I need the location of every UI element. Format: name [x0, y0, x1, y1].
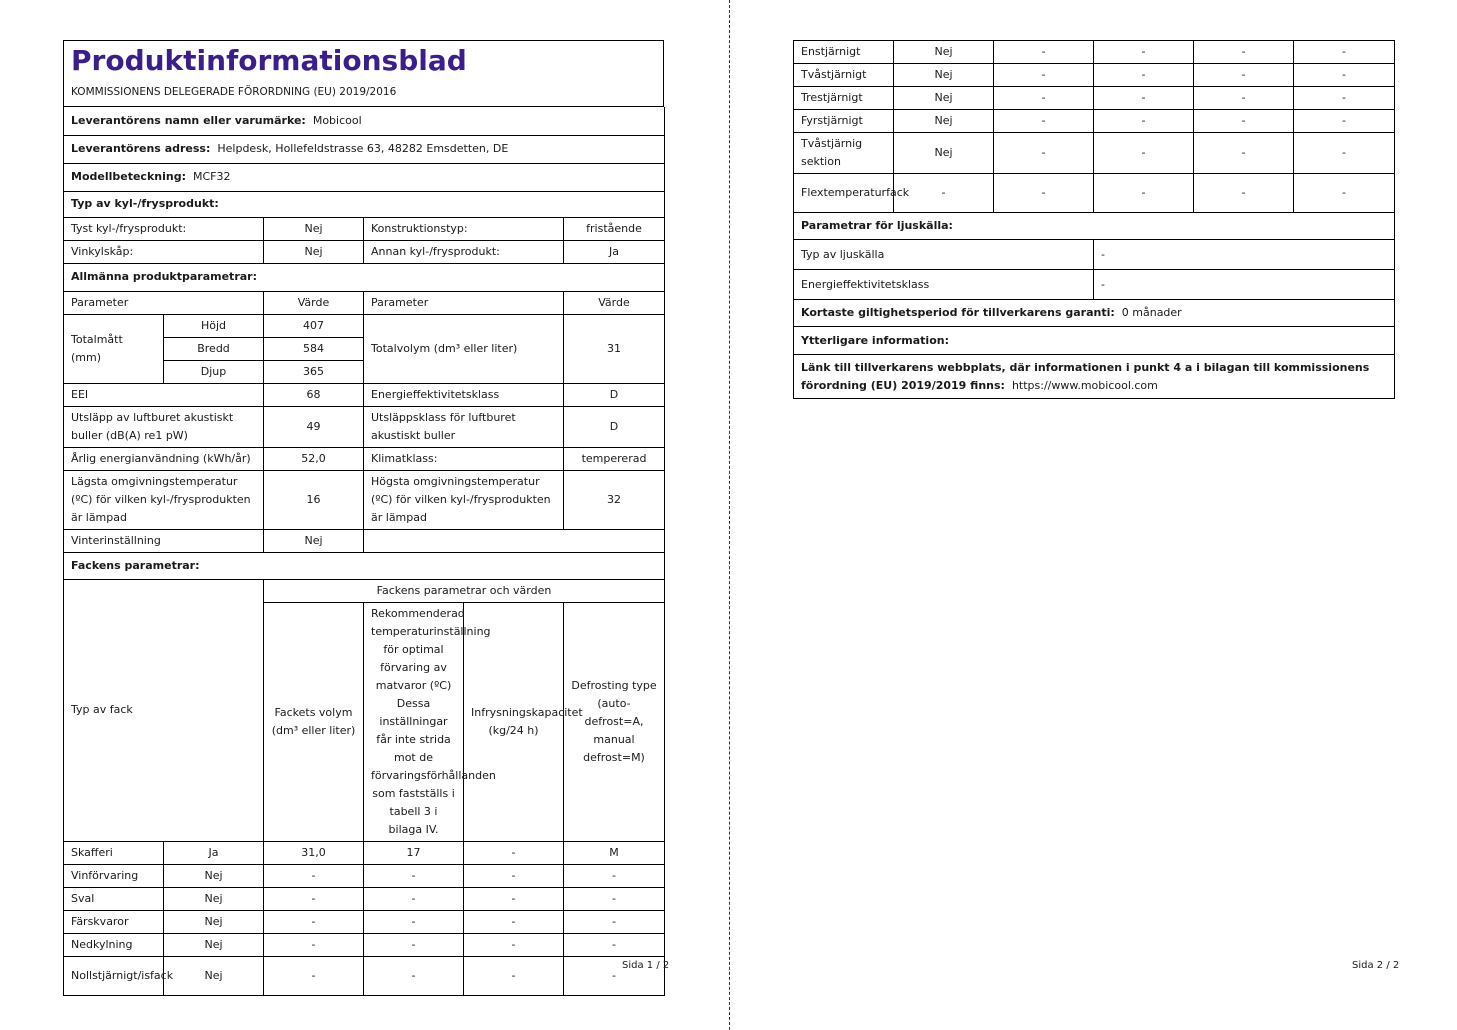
other-value: Ja — [564, 240, 665, 263]
compartment-name: Tvåstjärnigt — [794, 64, 894, 87]
compartment-defrost: - — [564, 933, 665, 956]
compartment-name: Skafferi — [64, 841, 164, 864]
noise-value: 49 — [264, 406, 364, 447]
compartment-present: Nej — [894, 41, 994, 64]
warranty-value: 0 månader — [1121, 306, 1182, 319]
compartment-present: Nej — [164, 933, 264, 956]
light-type-value: - — [1094, 240, 1395, 270]
compartment-present: Nej — [894, 64, 994, 87]
volume-label: Totalvolym (dm³ eller liter) — [364, 314, 564, 383]
quiet-value: Nej — [264, 217, 364, 240]
page-1 — [63, 40, 664, 996]
col-value-right: Värde — [564, 291, 665, 314]
depth-label: Djup — [164, 360, 264, 383]
max-temp-label: Högsta omgivningstemperatur (ºC) för vilken kyl-/frysprodukten är lämpad — [364, 470, 564, 529]
noise-label: Utsläpp av luftburet akustiskt buller (dB(A) re1 pW) — [64, 406, 264, 447]
compartment-defrost: - — [564, 864, 665, 887]
compartment-present: Nej — [894, 110, 994, 133]
col-freeze: Infrysningskapacitet (kg/24 h) — [464, 602, 564, 841]
compartment-volume: - — [994, 133, 1094, 174]
compartment-volume: - — [264, 910, 364, 933]
supplier-name-value: Mobicool — [312, 113, 362, 127]
supplier-name-row — [64, 107, 665, 135]
col-parameter-right: Parameter — [364, 291, 564, 314]
table-row — [64, 956, 665, 995]
compartment-name: Vinförvaring — [64, 864, 164, 887]
supplier-address-row — [64, 135, 665, 163]
compartment-volume: - — [994, 110, 1094, 133]
empty-cell — [364, 529, 665, 552]
compartment-freeze: - — [464, 841, 564, 864]
compartment-name: Flextemperaturfack — [794, 174, 894, 213]
light-class-value: - — [1094, 270, 1395, 300]
noise-class-label: Utsläppsklass för luftburet akustiskt buller — [364, 406, 564, 447]
climate-label: Klimatklass: — [364, 447, 564, 470]
annual-energy-value: 52,0 — [264, 447, 364, 470]
dims-label: Totalmått (mm) — [64, 314, 164, 383]
table-row — [794, 133, 1395, 174]
compartment-temp: - — [1094, 174, 1194, 213]
table-row — [794, 64, 1395, 87]
compartment-defrost: - — [1294, 87, 1395, 110]
compartments-heading: Fackens parametrar: — [64, 552, 665, 579]
winter-label: Vinterinställning — [64, 529, 264, 552]
eei-value: 68 — [264, 383, 364, 406]
compartment-temp: - — [1094, 87, 1194, 110]
climate-value: tempererad — [564, 447, 665, 470]
supplier-address-value: Helpdesk, Hollefeldstrasse 63, 48282 Emsdetten, DE — [217, 142, 509, 155]
min-temp-value: 16 — [264, 470, 364, 529]
compartment-present: Nej — [164, 887, 264, 910]
height-value: 407 — [264, 314, 364, 337]
table-row — [64, 910, 665, 933]
energy-class-value: D — [564, 383, 665, 406]
table-row — [794, 110, 1395, 133]
product-info-table-continued — [793, 40, 1395, 399]
width-value: 584 — [264, 337, 364, 360]
col-volume: Fackets volym (dm³ eller liter) — [264, 602, 364, 841]
compartment-volume: - — [994, 174, 1094, 213]
compartment-name: Sval — [64, 887, 164, 910]
table-row — [64, 887, 665, 910]
model-row — [64, 163, 665, 191]
compartment-name: Nollstjärnigt/isfack — [64, 956, 164, 995]
compartment-name: Enstjärnigt — [794, 41, 894, 64]
compartment-defrost: - — [564, 910, 665, 933]
compartment-freeze: - — [1194, 174, 1294, 213]
compartment-volume: - — [994, 87, 1094, 110]
table-row — [64, 933, 665, 956]
wine-label: Vinkylskåp: — [64, 240, 264, 263]
compartment-present: Nej — [894, 87, 994, 110]
table-row — [794, 87, 1395, 110]
page-number-2: Sida 2 / 2 — [1352, 960, 1400, 971]
compartment-freeze: - — [1194, 64, 1294, 87]
compartment-temp: 17 — [364, 841, 464, 864]
compartment-defrost: - — [564, 887, 665, 910]
light-heading: Parametrar för ljuskälla: — [794, 213, 1395, 240]
type-heading: Typ av kyl-/frysprodukt: — [64, 191, 665, 217]
winter-value: Nej — [264, 529, 364, 552]
model-label: Modellbeteckning: — [71, 170, 186, 183]
compartment-present: Nej — [164, 910, 264, 933]
compartment-freeze: - — [464, 933, 564, 956]
product-info-table — [63, 107, 665, 996]
compartment-present: - — [894, 174, 994, 213]
width-label: Bredd — [164, 337, 264, 360]
col-parameter-left: Parameter — [64, 291, 264, 314]
model-value: MCF32 — [192, 170, 231, 183]
compartment-volume: - — [264, 887, 364, 910]
compartment-present: Nej — [164, 864, 264, 887]
compartment-freeze: - — [1194, 41, 1294, 64]
manufacturer-link[interactable]: https://www.mobicool.com — [1011, 378, 1158, 392]
table-row — [794, 41, 1395, 64]
compartment-defrost: - — [1294, 110, 1395, 133]
compartment-temp: - — [1094, 110, 1194, 133]
compartment-name: Tvåstjärnig sektion — [794, 133, 894, 174]
compartment-name: Fyrstjärnigt — [794, 110, 894, 133]
compartment-volume: - — [994, 64, 1094, 87]
compartments-group-header: Fackens parametrar och värden — [264, 579, 665, 602]
compartment-volume: - — [264, 956, 364, 995]
volume-value: 31 — [564, 314, 665, 383]
annual-energy-label: Årlig energianvändning (kWh/år) — [64, 447, 264, 470]
page-divider — [729, 0, 730, 1030]
col-type: Typ av fack — [64, 579, 264, 841]
light-class-label: Energieffektivitetsklass — [794, 270, 1094, 300]
height-label: Höjd — [164, 314, 264, 337]
page-number-1: Sida 1 / 2 — [622, 960, 670, 971]
compartment-name: Nedkylning — [64, 933, 164, 956]
eei-label: EEI — [64, 383, 264, 406]
construction-label: Konstruktionstyp: — [364, 217, 564, 240]
quiet-label: Tyst kyl-/frysprodukt: — [64, 217, 264, 240]
compartment-volume: - — [264, 933, 364, 956]
compartment-temp: - — [364, 864, 464, 887]
supplier-name-label: Leverantörens namn eller varumärke: — [71, 113, 306, 127]
compartment-temp: - — [364, 933, 464, 956]
compartment-temp: - — [364, 887, 464, 910]
compartment-defrost: - — [1294, 41, 1395, 64]
col-defrost: Defrosting type (auto-defrost=A, manual defrost=M) — [564, 602, 665, 841]
title-box — [63, 40, 664, 107]
supplier-address-label: Leverantörens adress: — [71, 142, 211, 155]
compartment-temp: - — [364, 910, 464, 933]
compartment-present: Ja — [164, 841, 264, 864]
compartment-volume: - — [264, 864, 364, 887]
col-value-left: Värde — [264, 291, 364, 314]
table-row — [64, 841, 665, 864]
wine-value: Nej — [264, 240, 364, 263]
page-2 — [793, 40, 1394, 399]
compartment-present: Nej — [894, 133, 994, 174]
compartment-freeze: - — [1194, 87, 1294, 110]
energy-class-label: Energieffektivitetsklass — [364, 383, 564, 406]
compartment-defrost: - — [1294, 174, 1395, 213]
min-temp-label: Lägsta omgivningstemperatur (ºC) för vilken kyl-/frysprodukten är lämpad — [64, 470, 264, 529]
additional-heading: Ytterligare information: — [794, 327, 1395, 355]
compartment-volume: - — [994, 41, 1094, 64]
document-subtitle: KOMMISSIONENS DELEGERADE FÖRORDNING (EU) 2019/2016 — [71, 86, 397, 98]
compartment-freeze: - — [1194, 133, 1294, 174]
compartment-volume: 31,0 — [264, 841, 364, 864]
warranty-row — [794, 300, 1395, 327]
compartment-temp: - — [364, 956, 464, 995]
compartment-freeze: - — [1194, 110, 1294, 133]
compartment-defrost: - — [1294, 133, 1395, 174]
compartment-freeze: - — [464, 887, 564, 910]
compartment-freeze: - — [464, 910, 564, 933]
compartment-temp: - — [1094, 133, 1194, 174]
table-row — [64, 864, 665, 887]
compartment-defrost: M — [564, 841, 665, 864]
compartment-freeze: - — [464, 956, 564, 995]
compartment-present: Nej — [164, 956, 264, 995]
general-heading: Allmänna produktparametrar: — [64, 263, 665, 291]
noise-class-value: D — [564, 406, 665, 447]
document-title: Produktinformationsblad — [71, 44, 467, 77]
table-row — [794, 174, 1395, 213]
additional-link-row — [794, 355, 1395, 399]
compartment-temp: - — [1094, 41, 1194, 64]
additional-link-label: Länk till tillverkarens webbplats, där informationen i punkt 4 a i bilagan till kommissionens förordning (EU) 2019/2019 finns: — [801, 360, 1370, 392]
col-temp: Rekommenderad temperaturinställning för optimal förvaring av matvaror (ºC) Dessa inställningar får inte strida mot de förvaringsförhållanden som fastställs i tabell 3 i bilaga IV. — [364, 602, 464, 841]
compartment-temp: - — [1094, 64, 1194, 87]
depth-value: 365 — [264, 360, 364, 383]
compartment-name: Färskvaror — [64, 910, 164, 933]
light-type-label: Typ av ljuskälla — [794, 240, 1094, 270]
compartment-defrost: - — [564, 956, 665, 995]
construction-value: fristående — [564, 217, 665, 240]
warranty-label: Kortaste giltighetsperiod för tillverkarens garanti: — [801, 306, 1115, 319]
compartment-freeze: - — [464, 864, 564, 887]
compartment-name: Trestjärnigt — [794, 87, 894, 110]
compartment-defrost: - — [1294, 64, 1395, 87]
other-label: Annan kyl-/frysprodukt: — [364, 240, 564, 263]
max-temp-value: 32 — [564, 470, 665, 529]
